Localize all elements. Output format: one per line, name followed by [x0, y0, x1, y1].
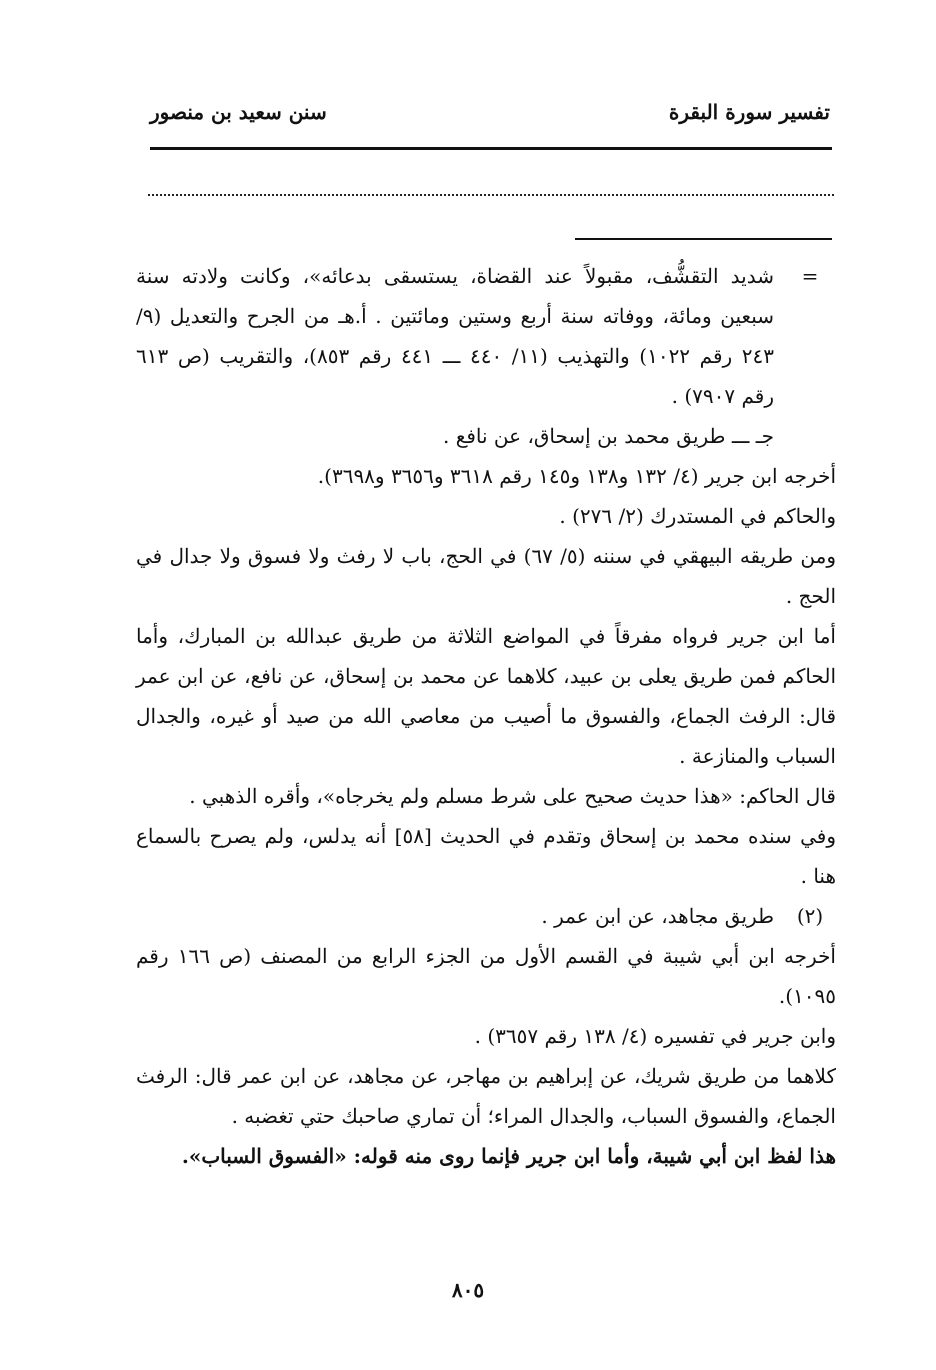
- page-header: [150, 100, 830, 132]
- footnote-paragraph: كلاهما من طريق شريك، عن إبراهيم بن مهاجر، عن مجاهد، عن ابن عمر قال: الرفث الجماع، والفسوق السباب، والجدال المراء؛ أن تماري صاحبك حتي تغضبه .: [136, 1064, 836, 1128]
- continuation-marker: =: [801, 264, 819, 288]
- book-title: سنن سعيد بن منصور: [150, 100, 327, 124]
- footnote-paragraph: وابن جرير في تفسيره (٤/ ١٣٨ رقم ٣٦٥٧) .: [474, 1024, 836, 1048]
- footnote-paragraph: وفي سنده محمد بن إسحاق وتقدم في الحديث [٥٨] أنه يدلس، ولم يصرح بالسماع هنا .: [136, 824, 836, 888]
- chapter-title: تفسير سورة البقرة: [668, 100, 830, 124]
- paragraph-text: شديد التقشُّف، مقبولاً عند القضاة، يستسقى بدعائه»، وكانت ولادته سنة سبعين ومائة، ووفاته سنة أربع وستين ومائتين . أ.هـ من الجرح والتعديل (٩/ ٢٤٣ رقم ١٠٢٢) والتهذيب (١١/ ٤٤٠ ـــ ٤٤١ رقم ٨٥٣)، والتقريب (ص ٦١٣ رقم ٧٩٠٧) .: [136, 264, 775, 408]
- footnote-paragraph: أما ابن جرير فرواه مفرقاً في المواضع الثلاثة من طريق عبدالله بن المبارك، وأما الحاكم فمن طريق يعلى بن عبيد، كلاهما عن محمد بن إسحاق، عن نافع، عن ابن عمر قال: الرفث الجماع، والفسوق ما أصيب من معاصي الله من صيد أو غيره، والجدال السباب والمنازعة .: [136, 624, 836, 768]
- footnotes-body: [136, 256, 836, 1176]
- page-number: ٨٠٥: [451, 1278, 485, 1302]
- footnote-paragraph: قال الحاكم: «هذا حديث صحيح على شرط مسلم ولم يخرجاه»، وأقره الذهبي .: [189, 784, 836, 808]
- header-rule: [150, 147, 832, 150]
- footnote-paragraph: جـ ـــ طريق محمد بن إسحاق، عن نافع .: [442, 424, 774, 448]
- footnote-paragraph: هذا لفظ ابن أبي شيبة، وأما ابن جرير فإنما روى منه قوله: «الفسوق السباب».: [181, 1144, 836, 1168]
- footnote-paragraph: [136, 256, 836, 416]
- footnote-paragraph: [136, 896, 836, 936]
- footnote-paragraph: ومن طريقه البيهقي في سننه (٥/ ٦٧) في الحج، باب لا رفث ولا فسوق ولا جدال في الحج .: [136, 544, 836, 608]
- footnote-paragraph: والحاكم في المستدرك (٢/ ٢٧٦) .: [559, 504, 836, 528]
- footnote-paragraph: أخرجه ابن أبي شيبة في القسم الأول من الجزء الرابع من المصنف (ص ١٦٦ رقم ١٠٩٥).: [136, 944, 836, 1008]
- footnote-rule: [575, 238, 832, 240]
- dotted-separator: [148, 194, 834, 196]
- footnote-paragraph: أخرجه ابن جرير (٤/ ١٣٢ و١٣٨ و١٤٥ رقم ٣٦١٨ و٣٦٥٦ و٣٦٩٨).: [317, 464, 836, 488]
- footnote-number: (٢): [796, 904, 824, 928]
- paragraph-text: طريق مجاهد، عن ابن عمر .: [541, 904, 774, 928]
